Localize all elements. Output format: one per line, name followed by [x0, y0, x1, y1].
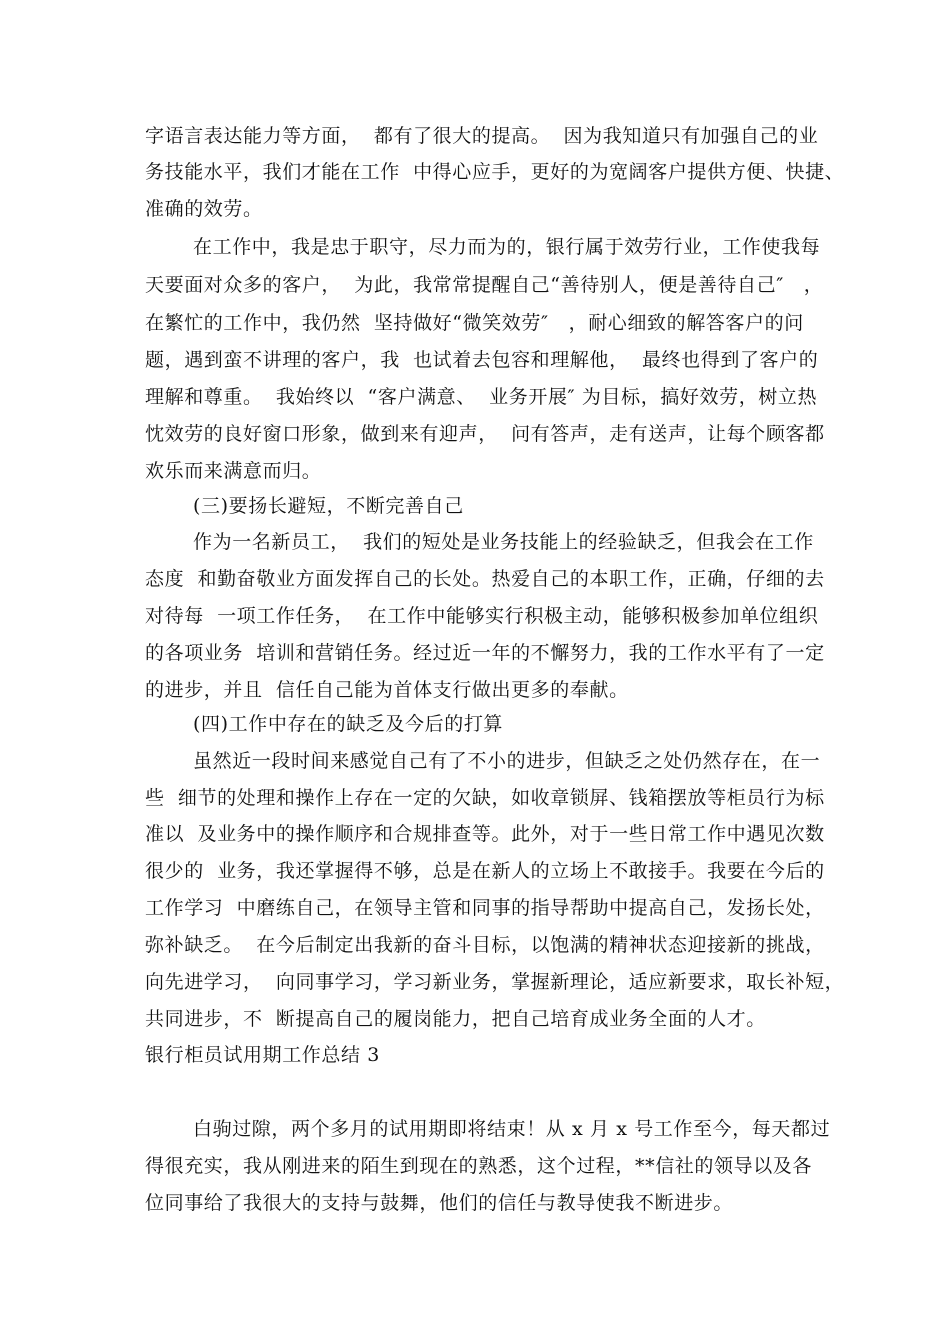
text-line: 的进步，并且 信任自己能为首体支行做出更多的奉献。 — [145, 679, 629, 701]
text-line: 务技能水平，我们才能在工作 中得心应手，更好的为宽阔客户提供方便、快捷、 — [145, 161, 845, 183]
text-line: 弥补缺乏。 在今后制定出我新的奋斗目标，以饱满的精神状态迎接新的挑战， — [145, 934, 825, 956]
section-title: 银行柜员试用期工作总结 3 — [145, 1044, 380, 1066]
text-line: 在繁忙的工作中，我仍然 坚持做好“微笑效劳″ ，耐心细致的解答客户的问 — [145, 312, 804, 334]
text-line: 忱效劳的良好窗口形象，做到来有迎声， 问有答声，走有送声，让每个顾客都 — [145, 423, 825, 445]
text-line: 准以 及业务中的操作顺序和合规排查等。此外，对于一些日常工作中遇见次数 — [145, 823, 825, 845]
text-line: 作为一名新员工， 我们的短处是业务技能上的经验缺乏，但我会在工作 — [193, 531, 814, 553]
section-heading-3: (三)要扬长避短，不断完善自己 — [193, 495, 464, 517]
text-line: 欢乐而来满意而归。 — [145, 460, 322, 482]
text-line: 很少的 业务，我还掌握得不够，总是在新人的立场上不敢接手。我要在今后的 — [145, 860, 825, 882]
text-line: 工作学习 中磨练自己，在领导主管和同事的指导帮助中提高自己，发扬长处， — [145, 897, 825, 919]
text-line: 得很充实，我从刚进来的陌生到现在的熟悉，这个过程，**信社的领导以及各 — [145, 1155, 813, 1177]
text-line: 在工作中，我是忠于职守，尽力而为的，银行属于效劳行业，工作使我每 — [193, 236, 821, 258]
text-line: 向先进学习， 向同事学习，学习新业务，掌握新理论，适应新要求，取长补短， — [145, 971, 845, 993]
text-line: 位同事给了我很大的支持与鼓舞，他们的信任与教导使我不断进步。 — [145, 1192, 734, 1214]
text-line: 态度 和勤奋敬业方面发挥自己的长处。热爱自己的本职工作，正确，仔细的去 — [145, 568, 825, 590]
text-line: 理解和尊重。 我始终以 “客户满意、 业务开展″ 为目标，搞好效劳，树立热 — [145, 386, 818, 408]
text-line: 白驹过隙，两个多月的试用期即将结束！从 x 月 x 号工作至今，每天都过 — [193, 1118, 831, 1140]
text-line: 字语言表达能力等方面， 都有了很大的提高。 因为我知道只有加强自己的业 — [145, 125, 819, 147]
text-line: 题，遇到蛮不讲理的客户，我 也试着去包容和理解他， 最终也得到了客户的 — [145, 349, 819, 371]
text-line: 些 细节的处理和操作上存在一定的欠缺，如收章锁屏、钱箱摆放等柜员行为标 — [145, 787, 825, 809]
text-line: 共同进步，不 断提高自己的履岗能力，把自己培育成业务全面的人才。 — [145, 1008, 766, 1030]
text-line: 准确的效劳。 — [145, 198, 263, 220]
text-line: 的各项业务 培训和营销任务。经过近一年的不懈努力，我的工作水平有了一定 — [145, 642, 825, 664]
section-heading-4: (四)工作中存在的缺乏及今后的打算 — [193, 713, 504, 735]
text-line: 虽然近一段时间来感觉自己有了不小的进步，但缺乏之处仍然存在，在一 — [193, 750, 821, 772]
text-line: 天要面对众多的客户， 为此，我常常提醒自己“善待别人，便是善待自己″ ， — [145, 274, 824, 296]
text-line: 对待每 一项工作任务， 在工作中能够实行积极主动，能够积极参加单位组织 — [145, 605, 819, 627]
